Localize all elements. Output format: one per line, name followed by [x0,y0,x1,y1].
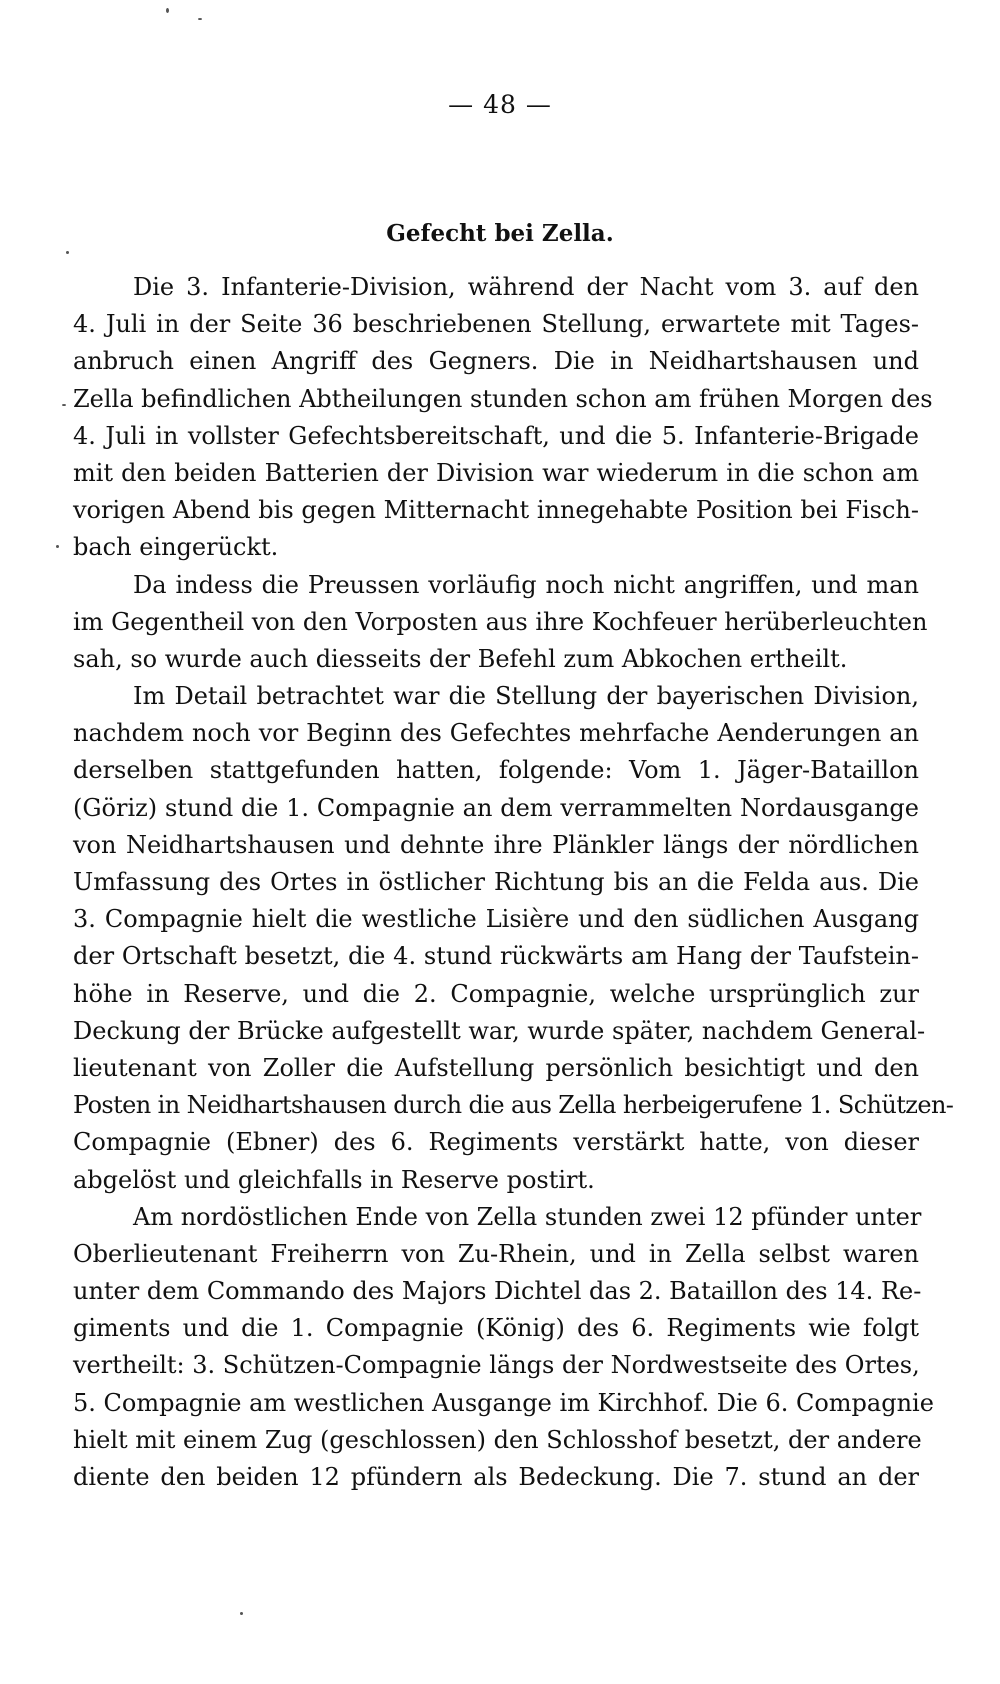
text-line: abgelöst und gleichfalls in Reserve postirt. [73,1165,595,1194]
text-line: Deckung der Brücke aufgestellt war, wurde später, nachdem General- [73,1016,926,1045]
text-line: Im Detail betrachtet war die Stellung der bayerischen Division, [133,682,919,711]
text-line: diente den beiden 12 pfündern als Bedeckung. Die 7. stund an der [73,1463,919,1491]
text-line: 3. Compagnie hielt die westliche Lisière und den südlichen Ausgang [73,905,919,934]
text-line: vorigen Abend bis gegen Mitternacht innegehabte Position bei Fisch- [73,496,919,525]
text-line: bach eingerückt. [73,533,279,562]
text-line: unter dem Commando des Majors Dichtel das 2. Bataillon des 14. Re- [73,1277,922,1306]
scan-speck [62,404,66,406]
text-line: Oberlieutenant Freiherrn von Zu-Rhein, und in Zella selbst waren [73,1239,919,1268]
text-line: sah, so wurde auch diesseits der Befehl zum Abkochen ertheilt. [73,644,848,673]
text-line: 4. Juli in der Seite 36 beschriebenen Stellung, erwartete mit Tages- [73,310,919,339]
text-line: giments und die 1. Compagnie (König) des 6. Regiments wie folgt [73,1314,919,1343]
text-line: mit den beiden Batterien der Division war wiederum in die schon am [73,458,919,487]
text-line: derselben stattgefunden hatten, folgende: Vom 1. Jäger-Bataillon [73,756,919,785]
scan-speck [56,545,59,548]
page-number: — 48 — [448,90,552,119]
text-line: anbruch einen Angriff des Gegners. Die in Neidhartshausen und [73,347,919,376]
text-line: Compagnie (Ebner) des 6. Regiments verstärkt hatte, von dieser [73,1128,919,1157]
text-line: (Göriz) stund die 1. Compagnie an dem verrammelten Nordausgange [73,793,919,822]
text-line: Posten in Neidhartshausen durch die aus Zella herbeigerufene 1. Schützen- [73,1091,954,1120]
text-line: Da indess die Preussen vorläufig noch nicht angriffen, und man [133,570,919,599]
scan-speck [66,251,69,254]
text-line: im Gegentheil von den Vorposten aus ihre Kochfeuer herüberleuchten [73,607,928,636]
body-text [73,269,954,1496]
text-line: 4. Juli in vollster Gefechtsbereitschaft, und die 5. Infanterie-Brigade [73,421,919,450]
text-line: Die 3. Infanterie-Division, während der Nacht vom 3. auf den [133,273,919,301]
text-line: vertheilt: 3. Schützen-Compagnie längs der Nordwestseite des Ortes, [73,1351,920,1380]
text-line: 5. Compagnie am westlichen Ausgange im Kirchhof. Die 6. Compagnie [73,1388,934,1417]
scan-speck [198,18,202,20]
text-line: nachdem noch vor Beginn des Gefechtes mehrfache Aenderungen an [73,719,919,748]
section-heading: Gefecht bei Zella. [386,220,614,247]
text-line: der Ortschaft besetzt, die 4. stund rückwärts am Hang der Taufstein- [73,942,919,971]
text-line: Am nordöstlichen Ende von Zella stunden zwei 12 pfünder unter [133,1202,922,1231]
scan-speck [240,1612,243,1615]
text-line: höhe in Reserve, und die 2. Compagnie, welche ursprünglich zur [73,979,919,1008]
text-line: Umfassung des Ortes in östlicher Richtung bis an die Felda aus. Die [73,868,919,896]
text-line: lieutenant von Zoller die Aufstellung persönlich besichtigt und den [73,1053,919,1082]
scan-speck [166,8,169,13]
text-line: Zella befindlichen Abtheilungen stunden schon am frühen Morgen des [73,384,933,413]
text-line: hielt mit einem Zug (geschlossen) den Schlosshof besetzt, der andere [73,1425,922,1454]
text-line: von Neidhartshausen und dehnte ihre Plänkler längs der nördlichen [73,830,919,859]
